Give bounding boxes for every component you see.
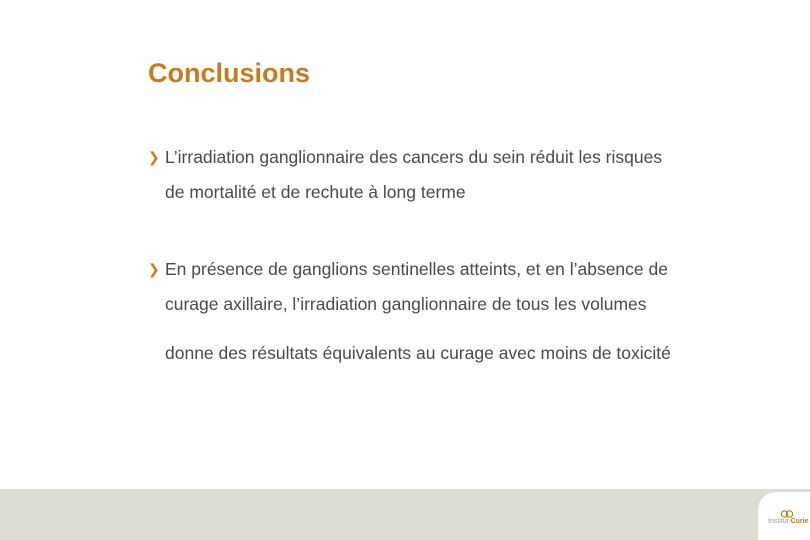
bullet-arrow-icon: ❯ — [148, 149, 160, 165]
logo-prefix: Institut — [768, 518, 789, 525]
bullet-item — [148, 144, 662, 217]
bullet-text-line: donne des résultats équivalents au curage avec moins de toxicité — [165, 343, 671, 363]
logo-brand: Curie — [790, 518, 809, 525]
logo-text — [768, 518, 808, 525]
bullet-text-line: curage axillaire, l’irradiation ganglionnaire de tous les volumes — [165, 294, 647, 314]
bullet-text-line: de mortalité et de rechute à long terme — [165, 182, 466, 202]
bullet-text-line: En présence de ganglions sentinelles atteints, et en l’absence de — [165, 259, 668, 279]
logo-rings-icon — [780, 510, 794, 518]
bullet-arrow-icon: ❯ — [148, 261, 160, 277]
bullet-item — [148, 256, 671, 378]
bullet-text-line: L’irradiation ganglionnaire des cancers du sein réduit les risques — [165, 147, 663, 167]
slide-title: Conclusions — [148, 58, 311, 88]
footer-band — [0, 489, 810, 540]
